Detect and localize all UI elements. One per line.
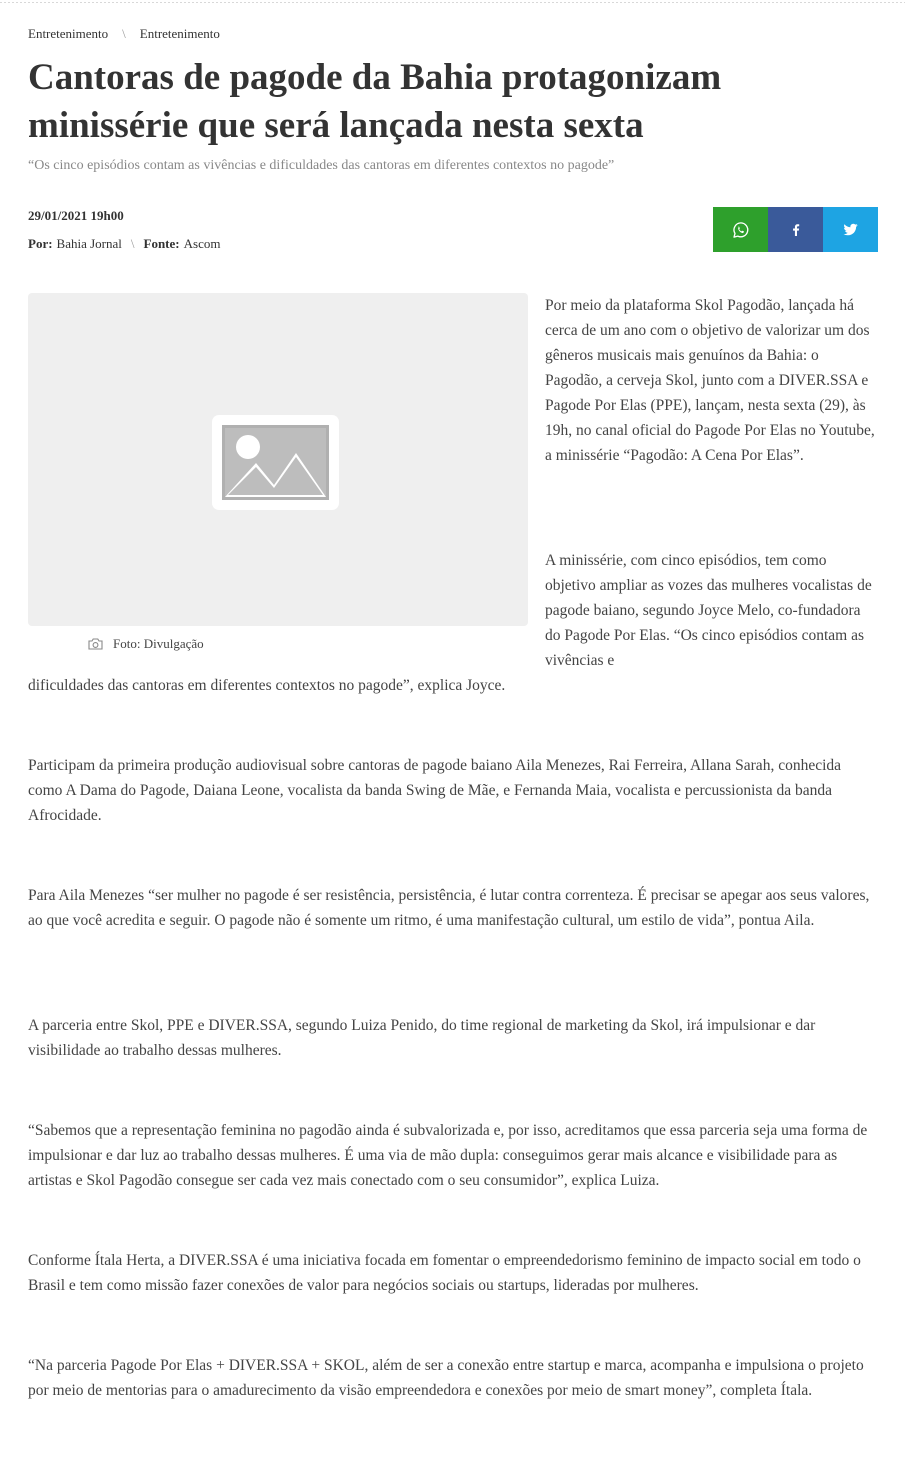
- breadcrumb: [28, 26, 220, 42]
- publish-date: 29/01/2021 19h00: [28, 208, 124, 223]
- article-subtitle: “Os cinco episódios contam as vivências e dificuldades das cantoras em diferentes contextos no pagode”: [28, 158, 615, 173]
- image-caption: [88, 636, 204, 652]
- author-label: Por:: [28, 236, 53, 251]
- twitter-icon: [842, 221, 859, 238]
- article-image: [28, 293, 528, 626]
- article-paragraph: Para Aila Menezes “ser mulher no pagode é ser resistência, persistência, é lutar contra correnteza. É precisar se apegar aos seus valores, ao que você acredita e seguir. O pagode não é somente um ritmo, é uma manifestação cultural, um estilo de vida”, pontua Aila.: [28, 887, 870, 929]
- author-name: Bahia Jornal: [56, 236, 122, 251]
- breadcrumb-item-subsection[interactable]: Entretenimento: [139, 26, 220, 41]
- article-paragraph: dificuldades das cantoras em diferentes contextos no pagode”, explica Joyce.: [28, 677, 506, 694]
- article-paragraph: A parceria entre Skol, PPE e DIVER.SSA, segundo Luiza Penido, do time regional de marketing da Skol, irá impulsionar e dar visibilidade ao trabalho dessas mulheres.: [28, 1017, 816, 1059]
- whatsapp-share-button[interactable]: [713, 207, 768, 252]
- article-paragraph: Por meio da plataforma Skol Pagodão, lançada há cerca de um ano com o objetivo de valorizar um dos gêneros musicais mais genuínos da Bahia: o Pagodão, a cerveja Skol, junto com a DIVER.SSA e Pagode Por Elas (PPE), lançam, nesta sexta (29), às 19h, no canal oficial do Pagode Por Elas no Youtube, a minissérie “Pagodão: A Cena Por Elas”.: [545, 297, 875, 464]
- camera-icon: [88, 638, 103, 650]
- source-label: Fonte:: [143, 236, 180, 251]
- breadcrumb-item-section[interactable]: Entretenimento: [28, 26, 109, 41]
- source-name: Ascom: [183, 236, 221, 251]
- twitter-share-button[interactable]: [823, 207, 878, 252]
- article-paragraph: “Na parceria Pagode Por Elas + DIVER.SSA + SKOL, além de ser a conexão entre startup e marca, acompanha e impulsiona o projeto por meio de mentorias para o amadurecimento da visão empreendedora e conexões por meio de smart money”, completa Ítala.: [28, 1357, 864, 1399]
- image-placeholder: [212, 415, 339, 510]
- facebook-share-button[interactable]: [768, 207, 823, 252]
- image-placeholder-icon: [222, 425, 329, 500]
- article-paragraph: A minissérie, com cinco episódios, tem como objetivo ampliar as vozes das mulheres vocalistas de pagode baiano, segundo Joyce Melo, co-fundadora do Pagode Por Elas. “Os cinco episódios contam as vivências e: [545, 552, 872, 669]
- article-paragraph: Conforme Ítala Herta, a DIVER.SSA é uma iniciativa focada em fomentar o empreendedorismo feminino de impacto social em todo o Brasil e tem como missão fazer conexões de valor para negócios sociais ou startups, lideradas por mulheres.: [28, 1252, 861, 1294]
- breadcrumb-separator: \: [122, 26, 126, 41]
- facebook-icon: [788, 221, 804, 239]
- article-paragraph: Participam da primeira produção audiovisual sobre cantoras de pagode baiano Aila Menezes, Rai Ferreira, Allana Sarah, conhecida como A Dama do Pagode, Daiana Leone, vocalista da banda Swing de Mãe, e Fernanda Maia, vocalista e percussionista da banda Afrocidade.: [28, 757, 842, 824]
- article-credits: [28, 236, 220, 252]
- whatsapp-icon: [732, 221, 750, 239]
- article-title: Cantoras de pagode da Bahia protagonizam minissérie que será lançada nesta sexta: [28, 57, 722, 146]
- image-caption-text: Foto: Divulgação: [113, 636, 204, 651]
- top-border: [0, 0, 905, 6]
- share-buttons: [713, 207, 878, 252]
- credits-separator: \: [130, 236, 135, 251]
- article-paragraph: “Sabemos que a representação feminina no pagodão ainda é subvalorizada e, por isso, acreditamos que essa parceria seja uma forma de impulsionar e dar luz ao trabalho dessas mulheres. É uma via de mão dupla: conseguimos gerar mais alcance e visibilidade para as artistas e Skol Pagodão consegue ser cada vez mais conectado com o seu consumidor”, explica Luiza.: [28, 1122, 868, 1189]
